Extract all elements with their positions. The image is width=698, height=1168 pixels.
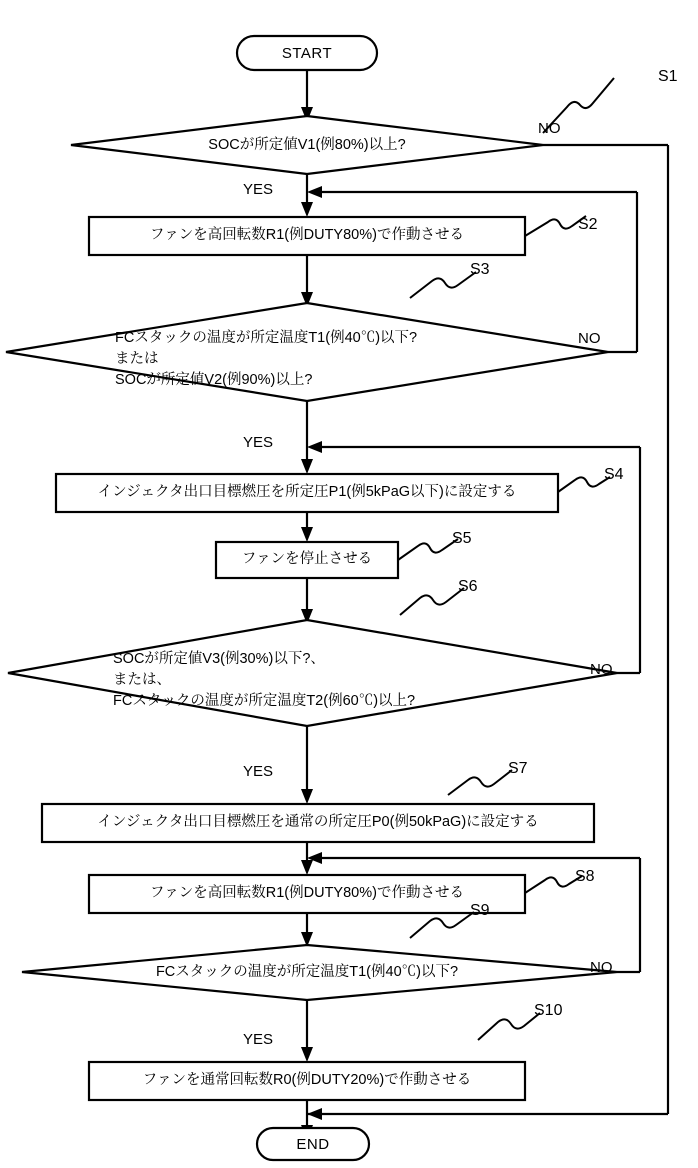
process-s8-label: ファンを高回転数R1(例DUTY80%)で作動させる (150, 885, 464, 901)
arrowhead (307, 1108, 322, 1120)
leader-s10 (478, 1013, 540, 1040)
branch-label-s9-no: NO (590, 959, 613, 976)
leader-s8 (525, 876, 582, 893)
decision-s1-label: SOCが所定値V1(例80%)以上? (208, 137, 406, 153)
decision-s6-line-1: SOCが所定値V3(例30%)以下?、 (113, 651, 325, 667)
tag-s2: S2 (578, 216, 598, 233)
arrowhead (307, 186, 322, 198)
arrowhead (307, 441, 322, 453)
leader-s6 (400, 588, 464, 615)
leader-s2 (525, 216, 586, 236)
decision-s3-line-3: SOCが所定値V2(例90%)以上? (115, 372, 313, 388)
decision-s6-line-2: または、 (113, 672, 171, 688)
tag-s3: S3 (470, 261, 490, 278)
branch-label-s1-no: NO (538, 120, 561, 137)
leader-s9 (410, 912, 474, 938)
arrowhead (301, 459, 313, 474)
leader-s7 (448, 770, 512, 795)
leader-s5 (398, 539, 458, 560)
process-s5-label: ファンを停止させる (241, 551, 373, 567)
tag-s7: S7 (508, 760, 528, 777)
branch-label-s6-no: NO (590, 661, 613, 678)
process-s4-label: インジェクタ出口目標燃圧を所定圧P1(例5kPaG以下)に設定する (97, 484, 517, 500)
tag-s1: S1 (658, 68, 678, 85)
decision-s9-label: FCスタックの温度が所定温度T1(例40℃)以下? (155, 964, 459, 980)
arrowhead (301, 527, 313, 542)
leader-s4 (558, 477, 610, 492)
tag-s6: S6 (458, 578, 478, 595)
tag-s5: S5 (452, 530, 472, 547)
arrowhead (301, 202, 313, 217)
arrowhead (301, 1047, 313, 1062)
branch-label-s3-yes: YES (243, 434, 274, 451)
tag-s10: S10 (534, 1002, 563, 1019)
process-s7-label: インジェクタ出口目標燃圧を通常の所定圧P0(例50kPaG)に設定する (97, 814, 539, 830)
process-s2-label: ファンを高回転数R1(例DUTY80%)で作動させる (150, 227, 464, 243)
branch-label-s3-no: NO (578, 330, 601, 347)
decision-s6-line-3: FCスタックの温度が所定温度T2(例60℃)以上? (113, 693, 416, 709)
start-label: START (281, 45, 333, 62)
branch-label-s1-yes: YES (243, 181, 274, 198)
leader-s3 (410, 272, 476, 298)
arrowhead (301, 860, 313, 875)
arrowhead (301, 789, 313, 804)
tag-s9: S9 (470, 902, 490, 919)
branch-label-s9-yes: YES (243, 1031, 274, 1048)
decision-s3-line-2: または (115, 351, 159, 367)
tag-s4: S4 (604, 466, 624, 483)
branch-label-s6-yes: YES (243, 763, 274, 780)
end-label: END (296, 1136, 330, 1153)
process-s10-label: ファンを通常回転数R0(例DUTY20%)で作動させる (142, 1072, 472, 1088)
tag-s8: S8 (575, 868, 595, 885)
decision-s3-line-1: FCスタックの温度が所定温度T1(例40℃)以下? (115, 330, 418, 346)
